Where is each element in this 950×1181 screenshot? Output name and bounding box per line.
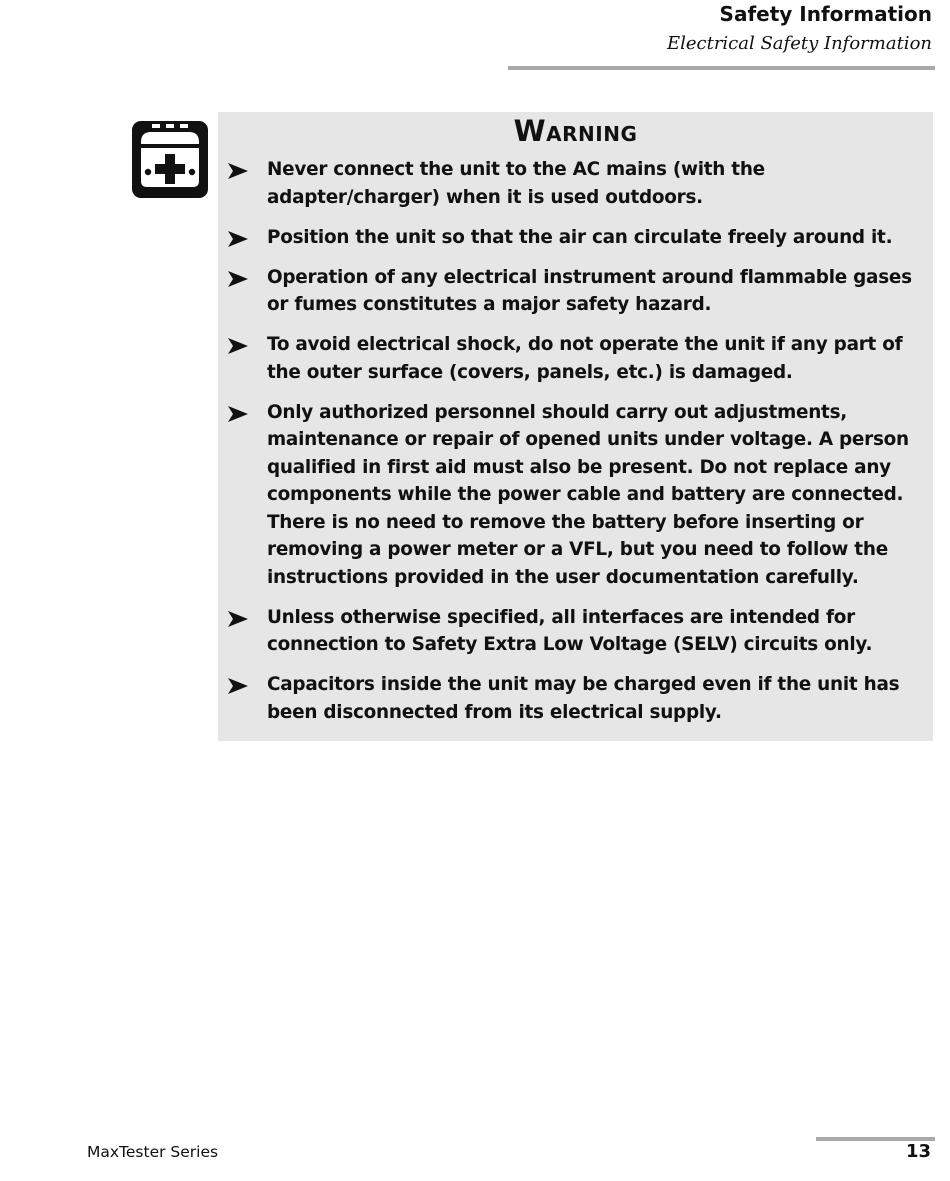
ambulance-icon [132,121,208,198]
warning-heading-rest: arning [546,114,638,148]
subsection-title: Electrical Safety Information [666,33,932,54]
arrow-bullet-icon [228,678,248,694]
warning-item [218,604,933,659]
warning-item-text: Never connect the unit to the AC mains (with the adapter/charger) when it is used outdoors. [267,159,765,208]
arrow-bullet-icon [228,231,248,247]
warning-heading-initial: W [513,114,547,148]
header-divider [508,66,935,70]
warning-heading [218,114,933,148]
warning-item [218,224,933,252]
section-title: Safety Information [719,2,932,26]
warning-item-text: To avoid electrical shock, do not operate the unit if any part of the outer surface (covers, panels, etc.) is damaged. [267,334,903,383]
arrow-bullet-icon [228,406,248,422]
warning-list [218,156,933,739]
warning-item-text: Capacitors inside the unit may be charged even if the unit has been disconnected from its electrical supply. [267,674,900,723]
page-number: 13 [905,1141,931,1162]
footer-series-name: MaxTester Series [87,1143,219,1161]
warning-item [218,331,933,386]
arrow-bullet-icon [228,271,248,287]
arrow-bullet-icon [228,163,248,179]
warning-item-text: Unless otherwise specified, all interfaces are intended for connection to Safety Extra Low Voltage (SELV) circuits only. [267,606,873,655]
warning-item [218,264,933,319]
warning-item [218,671,933,726]
warning-item [218,156,933,211]
warning-item-text: Operation of any electrical instrument around flammable gases or fumes constitutes a major safety hazard. [267,266,912,315]
warning-item-text: Only authorized personnel should carry out adjustments, maintenance or repair of opened units under voltage. A person qualified in first aid must also be present. Do not replace any components while the power cable and battery are connected. There is no need to remove the battery before inserting or removing a power meter or a VFL, but you need to follow the instructions provided in the user documentation carefully. [267,401,909,588]
arrow-bullet-icon [228,338,248,354]
warning-item [218,399,933,592]
arrow-bullet-icon [228,611,248,627]
warning-box [218,112,933,741]
warning-item-text: Position the unit so that the air can circulate freely around it. [267,226,893,248]
